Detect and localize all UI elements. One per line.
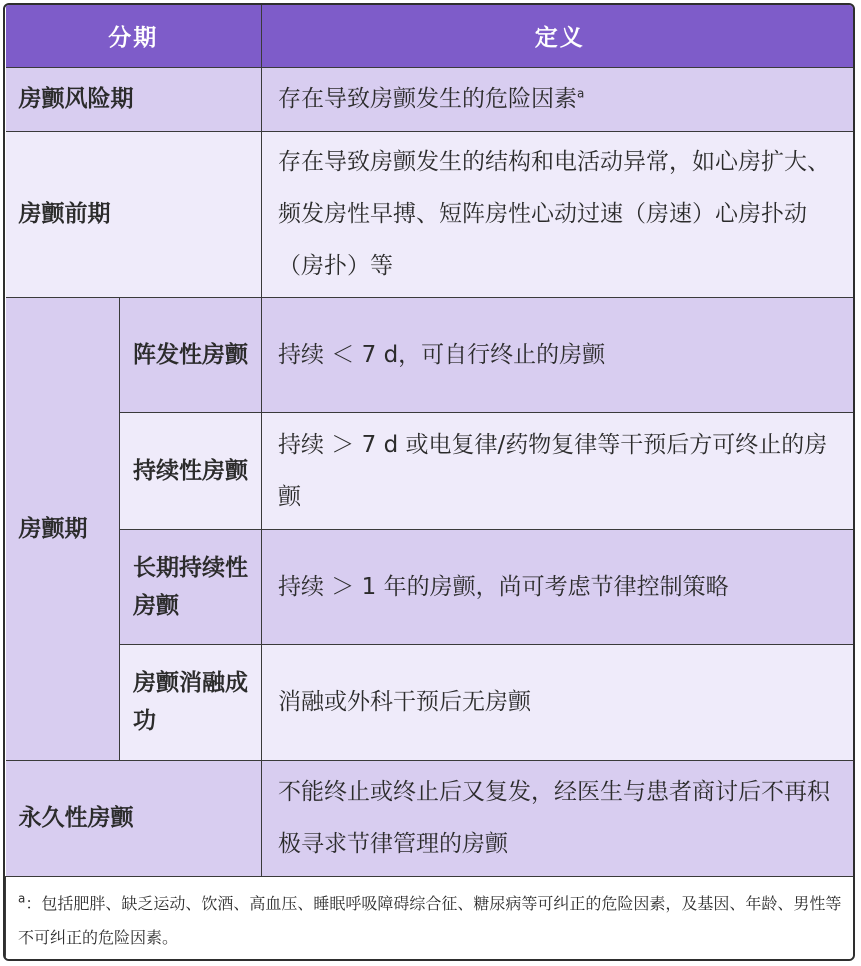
stage-definition [262,67,856,131]
stage-label: 房颤前期 [6,131,262,297]
table-row [6,131,856,297]
footnote [6,876,856,961]
table-row [6,644,856,760]
substage-label: 房颤消融成功 [120,644,262,760]
table-row [6,412,856,529]
footnote-row [6,876,856,961]
stage-definition: 消融或外科干预后无房颤 [262,644,856,760]
stage-label: 永久性房颤 [6,760,262,876]
substage-label: 持续性房颤 [120,412,262,529]
table-row [6,529,856,644]
header-stage: 分期 [6,5,262,67]
table-row [6,297,856,412]
table-header-row [6,5,856,67]
footnote-marker: a [577,86,585,101]
stage-definition: 存在导致房颤发生的结构和电活动异常，如心房扩大、频发房性早搏、短阵房性心动过速（房速）心房扑动（房扑）等 [262,131,856,297]
substage-label: 阵发性房颤 [120,297,262,412]
table-row [6,760,856,876]
stage-definition: 持续 ＞ 7 d 或电复律/药物复律等干预后方可终止的房颤 [262,412,856,529]
stage-label: 房颤期 [6,297,120,760]
stage-label: 房颤风险期 [6,67,262,131]
staging-table-container [3,3,855,961]
footnote-text: ：包括肥胖、缺乏运动、饮酒、高血压、睡眠呼吸障碍综合征、糖尿病等可纠正的危险因素，及基因、年龄、男性等不可纠正的危险因素。 [18,893,842,947]
af-staging-table [5,5,855,961]
stage-definition: 不能终止或终止后又复发，经医生与患者商讨后不再积极寻求节律管理的房颤 [262,760,856,876]
table-row [6,67,856,131]
stage-definition: 持续 ＜ 7 d，可自行终止的房颤 [262,297,856,412]
header-definition: 定义 [262,5,856,67]
stage-definition: 持续 ＞ 1 年的房颤，尚可考虑节律控制策略 [262,529,856,644]
definition-text: 存在导致房颤发生的危险因素 [278,86,577,112]
substage-label: 长期持续性房颤 [120,529,262,644]
footnote-marker: a [18,891,26,906]
